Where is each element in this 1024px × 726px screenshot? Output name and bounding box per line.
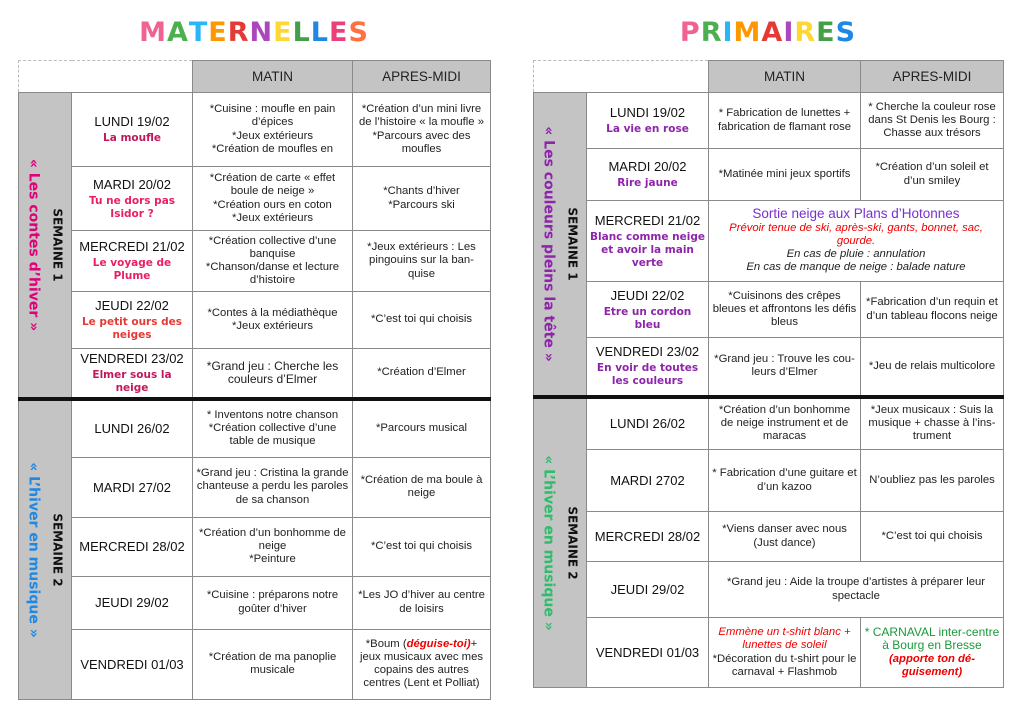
activity: *Grand jeu : Cherche les couleurs d’Elmer bbox=[206, 358, 339, 386]
apres-midi-cell bbox=[861, 512, 1004, 562]
activity: *Grand jeu : Cristina la grande chanteuse a perdu les paroles de sa chanson bbox=[196, 467, 349, 506]
apres-midi-cell bbox=[861, 618, 1004, 688]
activity: *Cuisinons des crêpes bleues et affrontons les défis bleus bbox=[712, 289, 857, 329]
title-letter: R bbox=[700, 17, 723, 48]
activity: + jeux musicaux avec mes copains des autres centres (Lent et Polliat) bbox=[359, 637, 484, 690]
activity: *Jeux extérieurs bbox=[232, 211, 313, 224]
carnival-activity: * CARNAVAL inter-centre à Bourg en Bresse bbox=[864, 625, 1000, 653]
apres-midi-cell bbox=[353, 349, 491, 400]
week-label: SEMAINE 2 bbox=[565, 506, 580, 580]
activity: *Création d’un bonhomme de neige instrument et de maracas bbox=[718, 403, 851, 443]
title-letter: S bbox=[835, 17, 857, 48]
day-cell bbox=[587, 512, 709, 562]
week-theme: « Les couleurs pleins la tête » bbox=[540, 126, 557, 362]
activity: * Fabrication de lunettes + fabrication de flamant rose bbox=[717, 107, 852, 133]
outing-equipment: Prévoir tenue de ski, après-ski, gants, bonnet, sac, gourde. bbox=[729, 221, 983, 247]
week-label: SEMAINE 1 bbox=[50, 208, 65, 282]
day-cell bbox=[587, 282, 709, 338]
activity: *Création collective d’une table de musique bbox=[208, 422, 337, 448]
activity: *Boum ( bbox=[365, 637, 407, 650]
day-name: JEUDI 29/02 bbox=[610, 582, 685, 597]
day-name: VENDREDI 23/02 bbox=[595, 344, 700, 360]
apres-midi-cell bbox=[861, 450, 1004, 512]
title-letter: S bbox=[348, 17, 369, 48]
title-letter: E bbox=[816, 17, 836, 48]
title-letter: R bbox=[794, 17, 817, 48]
day-cell bbox=[587, 618, 709, 688]
day-cell bbox=[587, 450, 709, 512]
matin-cell bbox=[193, 231, 353, 292]
title-letter: M bbox=[733, 17, 762, 48]
apres-midi-cell bbox=[353, 576, 491, 629]
apres-midi-cell bbox=[353, 167, 491, 231]
maternelles-panel bbox=[18, 0, 490, 700]
activity: *Jeux extérieurs : Les pingouins sur la ban-quise bbox=[367, 241, 476, 280]
week-1-label-cell bbox=[534, 93, 587, 397]
activity: *Décoration du t-shirt pour le carnaval + Flashmob bbox=[712, 652, 857, 678]
day-name: MERCREDI 28/02 bbox=[594, 529, 701, 544]
title-letter: M bbox=[139, 17, 167, 48]
day-cell bbox=[72, 93, 193, 167]
full-day-cell bbox=[709, 562, 1004, 618]
day-name: VENDREDI 23/02 bbox=[80, 351, 184, 366]
matin-cell bbox=[193, 292, 353, 349]
apres-midi-cell bbox=[353, 399, 491, 457]
activity-highlight: déguise-toi) bbox=[406, 637, 471, 650]
title-letter: N bbox=[249, 17, 274, 48]
day-cell bbox=[72, 517, 193, 576]
matin-cell bbox=[709, 397, 861, 450]
day-theme: Blanc comme neige et avoir la main verte bbox=[590, 230, 705, 269]
day-name: LUNDI 19/02 bbox=[94, 114, 170, 129]
activity: *Grand jeu : Trouve les cou-leurs d’Elmer bbox=[714, 353, 855, 379]
activity: *Chanson/danse et lecture d’histoire bbox=[205, 261, 340, 287]
primaires-schedule-table bbox=[533, 60, 1004, 688]
week-1-label-cell bbox=[19, 93, 72, 400]
matin-cell bbox=[709, 512, 861, 562]
day-cell bbox=[587, 201, 709, 282]
day-cell bbox=[72, 167, 193, 231]
day-name: JEUDI 22/02 bbox=[95, 298, 169, 313]
apres-midi-cell bbox=[861, 149, 1004, 201]
day-cell bbox=[587, 397, 709, 450]
activity: * Cherche la couleur rose dans St Denis les Bourg : Chasse aux trésors bbox=[868, 100, 996, 140]
title-letter: L bbox=[310, 17, 330, 48]
activity: *Jeux extérieurs bbox=[232, 320, 313, 332]
matin-cell bbox=[193, 457, 353, 517]
day-cell bbox=[72, 349, 193, 400]
day-cell bbox=[587, 149, 709, 201]
activity-highlight: Emmène un t-shirt blanc + lunettes de soleil bbox=[718, 626, 851, 652]
activity: *Fabrication d’un requin et d’un tableau flocons neige bbox=[866, 296, 998, 322]
title-letter: L bbox=[292, 17, 311, 48]
day-cell bbox=[72, 292, 193, 349]
title-letter: R bbox=[227, 17, 250, 48]
day-name: VENDREDI 01/03 bbox=[595, 645, 700, 660]
activity: *Peinture bbox=[249, 553, 296, 566]
activity: *Parcours musical bbox=[375, 422, 468, 435]
day-theme: Etre un cordon bleu bbox=[603, 305, 692, 331]
day-name: MERCREDI 21/02 bbox=[594, 212, 701, 228]
activity-highlight: (apporte ton dé-guisement) bbox=[889, 652, 975, 678]
activity: *Création d’Elmer bbox=[377, 366, 466, 379]
day-cell bbox=[72, 231, 193, 292]
week-theme: « Les contes d’hiver » bbox=[25, 158, 42, 332]
matin-cell bbox=[193, 93, 353, 167]
activity: *Création d’un soleil et d’un smiley bbox=[875, 161, 989, 187]
outing-title: Sortie neige aux Plans d’Hotonnes bbox=[752, 206, 960, 222]
outing-rain-note: En cas de pluie : annulation bbox=[786, 248, 926, 261]
header-matin: MATIN bbox=[709, 61, 861, 93]
day-name: MARDI 20/02 bbox=[608, 159, 687, 174]
activity: * Fabrication d’une guitare et d’un kazoo bbox=[712, 467, 857, 493]
matin-cell bbox=[709, 93, 861, 149]
week-theme: « L’hiver en musique » bbox=[25, 461, 42, 638]
day-theme: Rire jaune bbox=[617, 177, 678, 189]
activity: *Création d’un bonhomme de neige bbox=[199, 526, 346, 552]
week-2-label-cell bbox=[19, 399, 72, 699]
day-theme: La moufle bbox=[103, 132, 161, 144]
activity: *Jeu de relais multicolore bbox=[868, 359, 996, 372]
activity: *Création de ma panoplie musicale bbox=[208, 650, 337, 676]
day-name: LUNDI 26/02 bbox=[609, 416, 686, 432]
activity: *Création collective d’une banquise bbox=[208, 234, 337, 260]
matin-cell bbox=[193, 349, 353, 400]
day-cell bbox=[587, 93, 709, 149]
matin-cell bbox=[193, 517, 353, 576]
day-name: MARDI 20/02 bbox=[92, 176, 172, 192]
outing-snow-note: En cas de manque de neige : balade nature bbox=[746, 261, 966, 274]
activity: *Matinée mini jeux sportifs bbox=[718, 167, 851, 180]
apres-midi-cell bbox=[861, 282, 1004, 338]
header-apres-midi: APRES-MIDI bbox=[861, 61, 1004, 93]
title-letter: E bbox=[208, 17, 228, 48]
day-name: JEUDI 22/02 bbox=[610, 287, 685, 303]
activity: *C’est toi qui choisis bbox=[881, 529, 983, 542]
day-theme: Le petit ours des neiges bbox=[81, 316, 183, 341]
activity: *Création d’un mini livre de l’histoire « la moufle » bbox=[359, 103, 484, 129]
activity: *Jeux musicaux : Suis la musique + chasse à l’ins-trument bbox=[868, 403, 996, 443]
activity: *Viens danser avec nous (Just dance) bbox=[722, 523, 847, 549]
matin-cell bbox=[709, 618, 861, 688]
day-cell bbox=[72, 629, 193, 699]
header-apres-midi: APRES-MIDI bbox=[353, 61, 491, 93]
day-theme: Le voyage de Plume bbox=[92, 257, 172, 282]
day-name: LUNDI 26/02 bbox=[94, 421, 170, 437]
matin-cell bbox=[193, 576, 353, 629]
matin-cell bbox=[193, 167, 353, 231]
activity: *C’est toi qui choisis bbox=[370, 539, 473, 552]
week-label: SEMAINE 1 bbox=[565, 207, 580, 281]
title-letter: E bbox=[273, 17, 293, 48]
day-name: VENDREDI 01/03 bbox=[80, 656, 184, 672]
day-name: LUNDI 19/02 bbox=[609, 105, 686, 120]
day-theme: Elmer sous la neige bbox=[92, 369, 172, 394]
apres-midi-cell bbox=[353, 457, 491, 517]
apres-midi-cell bbox=[861, 93, 1004, 149]
activity: *Cuisine : moufle en pain d’épices bbox=[209, 103, 336, 129]
apres-midi-cell bbox=[353, 93, 491, 167]
day-cell bbox=[587, 338, 709, 397]
title-letter: E bbox=[329, 17, 349, 48]
activity: *Parcours ski bbox=[388, 198, 455, 211]
activity: *Parcours avec des moufles bbox=[372, 129, 471, 155]
day-cell bbox=[72, 399, 193, 457]
day-name: MERCREDI 28/02 bbox=[79, 539, 185, 554]
apres-midi-cell bbox=[353, 517, 491, 576]
day-theme: Tu ne dors pas Isidor ? bbox=[88, 194, 176, 220]
day-name: MARDI 2702 bbox=[610, 473, 685, 488]
apres-midi-cell bbox=[353, 292, 491, 349]
day-cell bbox=[72, 576, 193, 629]
day-cell bbox=[587, 562, 709, 618]
activity: *Contes à la médiathèque bbox=[207, 306, 338, 319]
day-name: JEUDI 29/02 bbox=[95, 595, 169, 610]
activity: *C’est toi qui choisis bbox=[370, 313, 473, 326]
week-label: SEMAINE 2 bbox=[50, 513, 65, 587]
matin-cell bbox=[709, 282, 861, 338]
matin-cell bbox=[193, 629, 353, 699]
title-letter: I bbox=[722, 17, 734, 48]
week-2-label-cell bbox=[534, 397, 587, 688]
activity: *Jeux extérieurs bbox=[232, 129, 313, 142]
day-cell bbox=[72, 457, 193, 517]
day-name: MARDI 27/02 bbox=[92, 479, 172, 495]
day-theme: La vie en rose bbox=[606, 123, 689, 135]
title-letter: A bbox=[761, 17, 784, 48]
apres-midi-cell bbox=[353, 629, 491, 699]
activity: *Création de ma boule à neige bbox=[360, 473, 483, 499]
title-letter: T bbox=[188, 17, 209, 48]
maternelles-schedule-table bbox=[18, 60, 491, 700]
activity: *Grand jeu : Aide la troupe d’artistes à préparer leur spectacle bbox=[726, 576, 986, 602]
apres-midi-cell bbox=[861, 397, 1004, 450]
activity: *Création de carte « effet boule de neige » bbox=[209, 172, 336, 198]
title-letter: A bbox=[166, 17, 189, 48]
primaires-title bbox=[533, 0, 1003, 60]
activity: *Création de moufles en bbox=[211, 142, 334, 155]
apres-midi-cell bbox=[353, 231, 491, 292]
activity: *Cuisine : préparons notre goûter d’hiver bbox=[206, 589, 339, 615]
activity: * Inventons notre chanson bbox=[206, 408, 339, 421]
day-theme: En voir de toutes les couleurs bbox=[596, 362, 699, 388]
header-matin: MATIN bbox=[193, 61, 353, 93]
title-letter: P bbox=[679, 17, 701, 48]
primaires-panel bbox=[533, 0, 1003, 688]
title-letter: I bbox=[783, 17, 795, 48]
outing-cell bbox=[709, 201, 1004, 282]
activity: *Les JO d’hiver au centre de loisirs bbox=[358, 589, 485, 615]
activity: *Création ours en coton bbox=[213, 198, 332, 211]
matin-cell bbox=[709, 149, 861, 201]
week-theme: « L’hiver en musique » bbox=[540, 454, 557, 631]
activity: *Chants d’hiver bbox=[383, 185, 460, 198]
matin-cell bbox=[193, 399, 353, 457]
activity: N’oubliez pas les paroles bbox=[869, 473, 995, 486]
day-name: MERCREDI 21/02 bbox=[79, 239, 185, 254]
maternelles-title bbox=[18, 0, 490, 60]
matin-cell bbox=[709, 450, 861, 512]
apres-midi-cell bbox=[861, 338, 1004, 397]
matin-cell bbox=[709, 338, 861, 397]
